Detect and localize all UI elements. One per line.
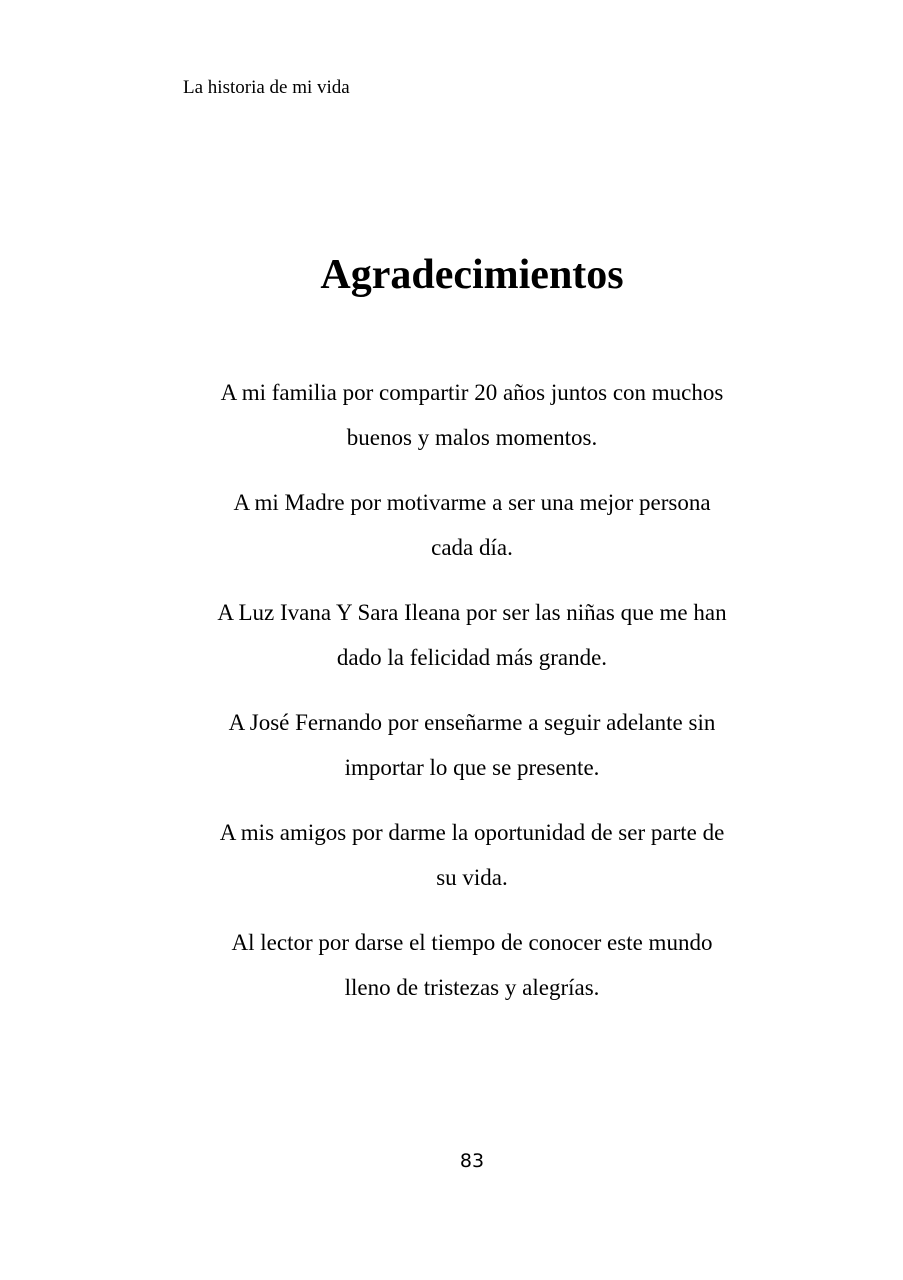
paragraph-line: cada día. bbox=[431, 535, 513, 560]
page-number: 83 bbox=[459, 1150, 485, 1172]
paragraph-line: Al lector por darse el tiempo de conocer este mundo bbox=[231, 930, 713, 955]
paragraph-line: A mi Madre por motivarme a ser una mejor persona bbox=[233, 490, 711, 515]
paragraph-line: importar lo que se presente. bbox=[344, 755, 600, 780]
paragraph-line: su vida. bbox=[436, 865, 508, 890]
acknowledgement-paragraph bbox=[172, 920, 772, 1010]
acknowledgements-body bbox=[172, 370, 772, 1030]
paragraph-line: A Luz Ivana Y Sara Ileana por ser las niñas que me han bbox=[217, 600, 727, 625]
acknowledgement-paragraph bbox=[172, 700, 772, 790]
paragraph-line: buenos y malos momentos. bbox=[346, 425, 598, 450]
acknowledgement-paragraph bbox=[172, 810, 772, 900]
running-header: La historia de mi vida bbox=[183, 77, 350, 98]
acknowledgement-paragraph bbox=[172, 590, 772, 680]
paragraph-line: A mi familia por compartir 20 años juntos con muchos bbox=[220, 380, 724, 405]
paragraph-line: lleno de tristezas y alegrías. bbox=[344, 975, 600, 1000]
acknowledgement-paragraph bbox=[172, 370, 772, 460]
page-title: Agradecimientos bbox=[320, 252, 624, 298]
paragraph-line: A José Fernando por enseñarme a seguir adelante sin bbox=[228, 710, 716, 735]
paragraph-line: A mis amigos por darme la oportunidad de ser parte de bbox=[219, 820, 725, 845]
acknowledgement-paragraph bbox=[172, 480, 772, 570]
paragraph-line: dado la felicidad más grande. bbox=[336, 645, 608, 670]
